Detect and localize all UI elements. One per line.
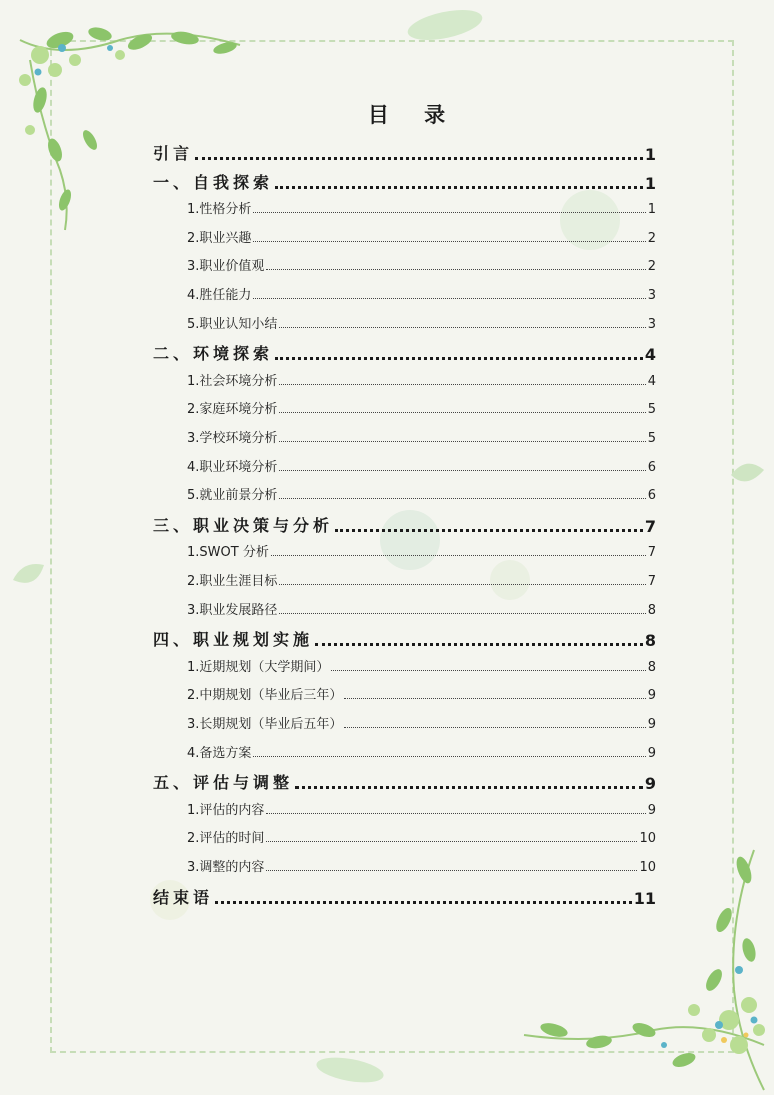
toc-page-number: 7 (647, 545, 656, 561)
toc-dot-leader (335, 529, 643, 532)
toc-dot-leader (253, 241, 645, 242)
toc-section-entry[interactable] (153, 743, 656, 761)
toc-entry-label: 五、评估与调整 (153, 773, 294, 793)
toc-page-number: 5 (647, 431, 656, 446)
toc-dot-leader (315, 643, 643, 646)
toc-dot-leader (279, 584, 645, 585)
toc-section-entry[interactable] (153, 485, 656, 503)
toc-page-number: 4 (647, 373, 656, 389)
toc-chapter-entry[interactable] (153, 628, 656, 650)
toc-chapter-entry[interactable] (153, 171, 656, 193)
toc-dot-leader (279, 412, 645, 413)
toc-entry-label: 3.调整的内容 (187, 860, 265, 875)
toc-dot-leader (253, 212, 645, 213)
toc-entry-label: 2.家庭环境分析 (187, 402, 278, 418)
toc-dot-leader (279, 327, 645, 328)
toc-entry-label: 1.近期规划（大学期间） (187, 659, 330, 675)
toc-dot-leader (266, 269, 645, 270)
toc-section-entry[interactable] (153, 600, 656, 618)
toc-section-entry[interactable] (153, 457, 656, 475)
toc-dot-leader (344, 727, 645, 728)
toc-entry-label: 2.职业生涯目标 (187, 574, 278, 589)
toc-entry-label: 3.职业发展路径 (187, 602, 278, 618)
toc-section-entry[interactable] (153, 714, 656, 732)
toc-entry-label: 结束语 (153, 887, 214, 907)
toc-entry-label: 5.就业前景分析 (187, 488, 278, 504)
leaf-decoration-left (8, 555, 48, 595)
toc-entry-label: 三、职业决策与分析 (153, 515, 334, 535)
toc-dot-leader (279, 441, 645, 442)
toc-page-number: 3 (647, 316, 656, 332)
table-of-contents (153, 100, 656, 908)
toc-section-entry[interactable] (153, 685, 656, 703)
toc-chapter-entry[interactable] (153, 771, 656, 793)
toc-page-number: 1 (644, 145, 656, 164)
toc-page-number: 9 (647, 802, 656, 818)
toc-entry-label: 1.评估的内容 (187, 802, 265, 818)
toc-dot-leader (279, 384, 645, 385)
toc-section-entry[interactable] (153, 571, 656, 589)
toc-page-number: 7 (647, 574, 656, 589)
toc-chapter-entry[interactable] (153, 514, 656, 536)
toc-page-number: 8 (644, 631, 656, 651)
toc-entry-label: 4.胜任能力 (187, 288, 252, 303)
toc-section-entry[interactable] (153, 228, 656, 246)
toc-dot-leader (215, 901, 632, 904)
toc-page-number: 1 (647, 202, 656, 218)
toc-page-number: 7 (644, 516, 656, 536)
toc-dot-leader (279, 613, 645, 614)
toc-dot-leader (271, 555, 646, 556)
toc-dot-leader (331, 670, 645, 671)
toc-entry-label: 2.评估的时间 (187, 831, 265, 847)
toc-section-entry[interactable] (153, 371, 656, 389)
toc-section-entry[interactable] (153, 285, 656, 303)
toc-section-entry[interactable] (153, 857, 656, 875)
toc-dot-leader (195, 157, 643, 160)
toc-entry-label: 5.职业认知小结 (187, 316, 278, 332)
toc-entry-label: 一、自我探索 (153, 172, 274, 192)
toc-page-number: 3 (647, 288, 656, 303)
toc-dot-leader (279, 498, 645, 499)
toc-section-entry[interactable] (153, 800, 656, 818)
toc-dot-leader (344, 698, 645, 699)
toc-dot-leader (253, 298, 645, 299)
toc-section-entry[interactable] (153, 199, 656, 217)
toc-page-number: 9 (644, 774, 656, 794)
toc-page-number: 9 (647, 745, 656, 761)
toc-entry-label: 3.长期规划（毕业后五年） (187, 717, 343, 732)
toc-entry-label: 二、环境探索 (153, 344, 274, 364)
leaf-decoration-right (726, 455, 766, 495)
toc-entry-label: 引言 (153, 144, 194, 163)
toc-dot-leader (266, 813, 645, 814)
toc-dot-leader (295, 786, 643, 789)
toc-page-number: 8 (647, 602, 656, 618)
toc-page-number: 9 (647, 717, 656, 732)
toc-page-number: 2 (647, 230, 656, 246)
toc-entry-label: 3.学校环境分析 (187, 431, 278, 446)
toc-dot-leader (266, 841, 637, 842)
toc-page-number: 10 (639, 860, 656, 875)
leaf-decoration-bottom (310, 1050, 390, 1090)
toc-page-number: 2 (647, 259, 656, 275)
toc-page-number: 11 (633, 888, 656, 908)
toc-section-entry[interactable] (153, 657, 656, 675)
toc-entry-label: 1.性格分析 (187, 202, 252, 218)
toc-entry-label: 2.中期规划（毕业后三年） (187, 688, 343, 704)
toc-entry-label: 3.职业价值观 (187, 259, 265, 275)
toc-dot-leader (275, 357, 643, 360)
toc-page-number: 6 (647, 459, 656, 475)
toc-chapter-entry[interactable] (153, 886, 656, 908)
toc-section-entry[interactable] (153, 828, 656, 846)
toc-chapter-entry[interactable] (153, 142, 656, 164)
toc-entry-label: 2.职业兴趣 (187, 230, 252, 246)
toc-entry-label: 1.SWOT 分析 (187, 545, 269, 561)
toc-page-number: 10 (639, 831, 656, 847)
toc-page-number: 5 (647, 402, 656, 418)
toc-dot-leader (275, 186, 643, 189)
toc-title: 目 录 (367, 103, 460, 127)
toc-page-number: 1 (644, 173, 656, 193)
toc-chapter-entry[interactable] (153, 342, 656, 364)
toc-page-number: 6 (647, 488, 656, 504)
toc-section-entry[interactable] (153, 399, 656, 417)
toc-dot-leader (253, 756, 645, 757)
toc-section-entry[interactable] (153, 428, 656, 446)
toc-section-entry[interactable] (153, 314, 656, 332)
toc-page-number: 9 (647, 688, 656, 704)
toc-entry-label: 四、职业规划实施 (153, 630, 314, 650)
toc-section-entry[interactable] (153, 256, 656, 274)
toc-entry-label: 4.职业环境分析 (187, 459, 278, 475)
toc-entry-label: 1.社会环境分析 (187, 373, 278, 389)
toc-dot-leader (266, 870, 637, 871)
toc-dot-leader (279, 470, 645, 471)
toc-page-number: 4 (644, 345, 656, 365)
toc-page-number: 8 (647, 659, 656, 675)
toc-section-entry[interactable] (153, 542, 656, 560)
toc-entry-label: 4.备选方案 (187, 745, 252, 761)
leaf-decoration-top (400, 5, 490, 45)
